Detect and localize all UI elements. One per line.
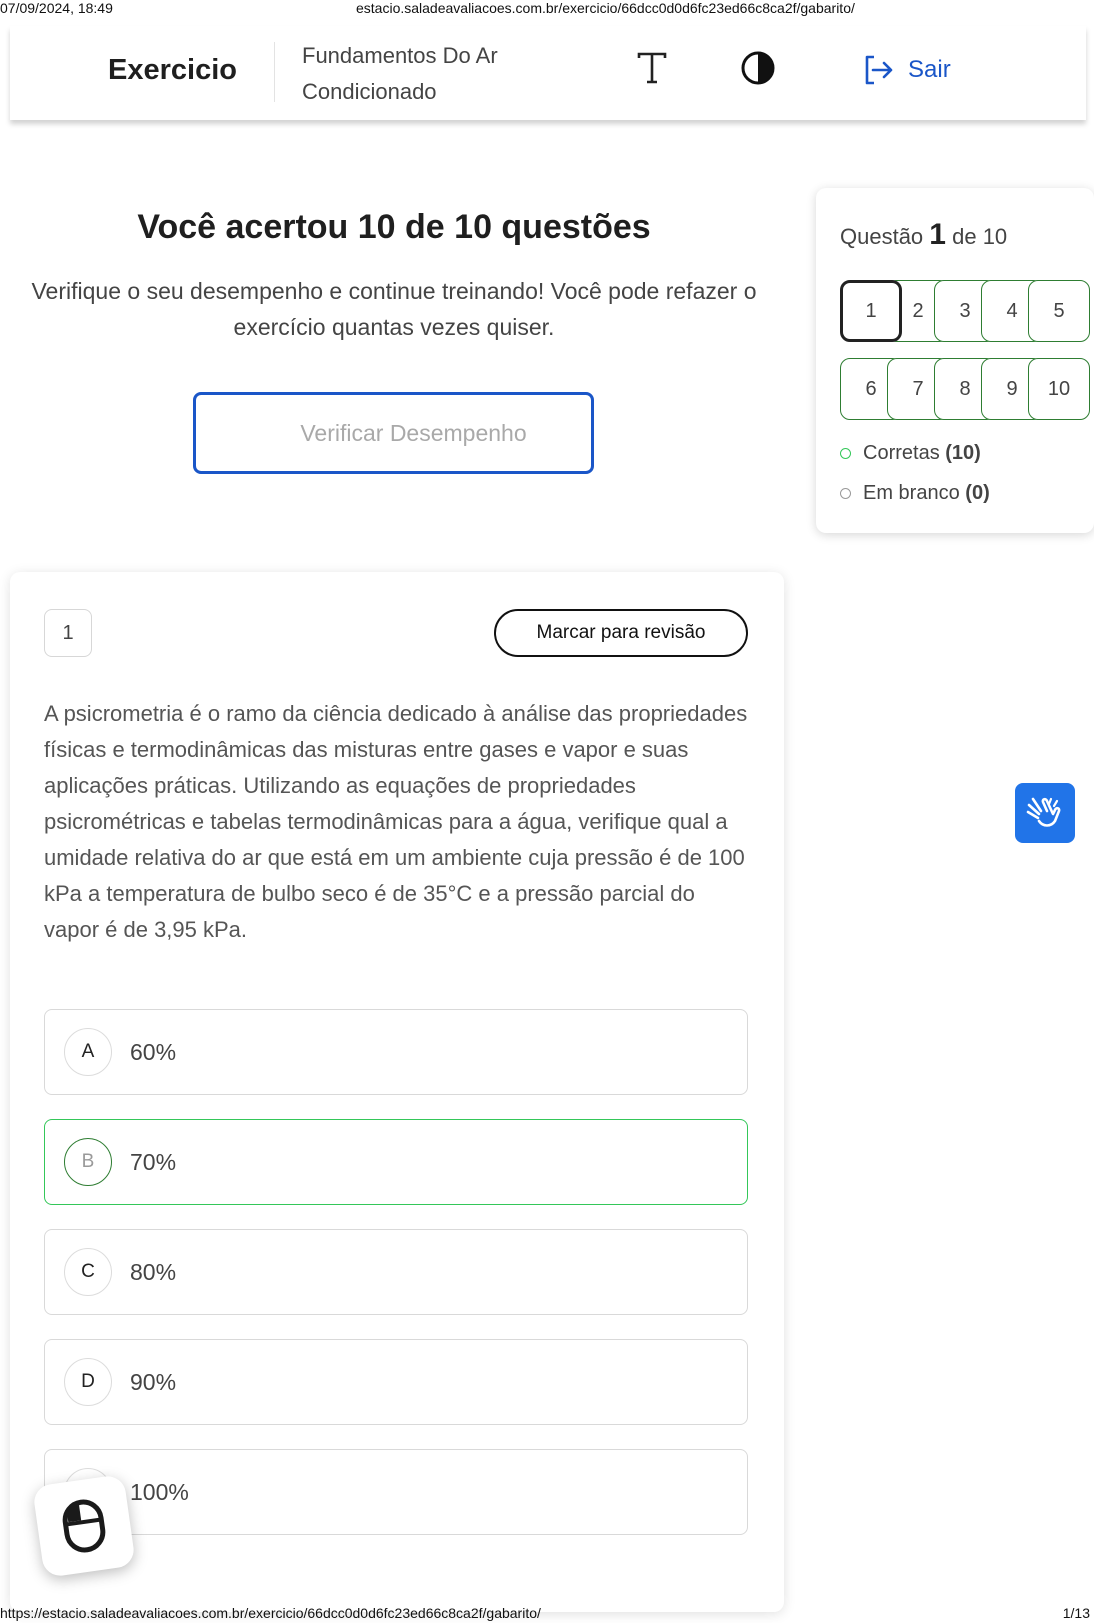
question-button[interactable]: 5: [1028, 280, 1090, 342]
option-text: 80%: [130, 1258, 177, 1285]
mouse-accessibility-widget[interactable]: [32, 1474, 136, 1578]
print-page-number: 1/13: [1062, 1605, 1090, 1621]
option-text: 60%: [130, 1038, 177, 1065]
navigator-title: [840, 218, 1007, 252]
option-letter: C: [64, 1248, 112, 1296]
result-summary: [30, 208, 758, 345]
question-button[interactable]: 9: [981, 358, 1043, 420]
question-button[interactable]: 1: [840, 280, 902, 342]
question-card: [10, 572, 784, 1612]
contrast-icon: [740, 50, 776, 86]
print-header: [0, 0, 1094, 16]
answer-option-a[interactable]: [44, 1009, 748, 1095]
result-title: Você acertou 10 de 10 questões: [137, 208, 651, 246]
check-performance-button[interactable]: Verificar Desempenho: [193, 392, 594, 474]
question-button[interactable]: 2: [887, 280, 949, 342]
print-datetime: 07/09/2024, 18:49: [0, 0, 113, 16]
font-size-icon: [637, 52, 667, 84]
print-footer-url: https://estacio.saladeavaliacoes.com.br/exercicio/66dcc0d0d6fc23ed66c8ca2f/gabarito/: [0, 1605, 541, 1621]
option-text: 90%: [130, 1368, 177, 1395]
course-title: Fundamentos Do Ar Condicionado: [302, 43, 498, 104]
legend-blank-label: Em branco: [863, 482, 960, 504]
question-navigator: [816, 188, 1094, 533]
font-size-button[interactable]: [632, 48, 672, 88]
sign-language-hands-icon: [1025, 793, 1065, 833]
question-button[interactable]: 6: [840, 358, 902, 420]
correct-dot-icon: [840, 448, 851, 459]
mark-for-review-button[interactable]: Marcar para revisão: [494, 609, 748, 657]
answer-option-e[interactable]: [44, 1449, 748, 1535]
result-subtitle: Verifique o seu desempenho e continue treinando! Você pode refazer o exercício quantas vezes quiser.: [31, 278, 757, 340]
question-button[interactable]: 7: [887, 358, 949, 420]
logout-button[interactable]: [862, 54, 951, 86]
question-number-badge: 1: [44, 609, 92, 657]
question-button[interactable]: 10: [1028, 358, 1090, 420]
option-letter: D: [64, 1358, 112, 1406]
header-divider: [274, 42, 275, 102]
brand-title: Exercicio: [108, 54, 237, 86]
top-navbar: [10, 26, 1086, 120]
option-letter: B: [64, 1138, 112, 1186]
option-text: 70%: [130, 1148, 177, 1175]
question-text: A psicrometria é o ramo da ciência dedicado à análise das propriedades físicas e termodinâmicas das misturas entre gases e vapor e suas aplicações práticas. Utilizando as equações de propriedades psicrométricas e tabelas termodinâmicas para a água, verifique qual a umidade relativa do ar que está em um ambiente cuja pressão é de 100 kPa a temperatura de bulbo seco é de 35°C e a pressão parcial do vapor é de 3,95 kPa.: [44, 701, 748, 942]
blank-dot-icon: [840, 488, 851, 499]
legend-blank-count: (0): [965, 482, 990, 504]
legend-correct-label: Corretas: [863, 442, 940, 464]
logout-label: Sair: [908, 56, 951, 83]
legend-correct-count: (10): [945, 442, 981, 464]
answer-option-d[interactable]: [44, 1339, 748, 1425]
question-button[interactable]: 4: [981, 280, 1043, 342]
print-url: estacio.saladeavaliacoes.com.br/exercicio/66dcc0d0d6fc23ed66c8ca2f/gabarito/: [356, 0, 855, 16]
legend-correct: [840, 442, 981, 465]
navigator-current: 1: [929, 218, 946, 251]
legend-blank: [840, 482, 990, 505]
question-grid-row-2: [840, 358, 1075, 420]
contrast-button[interactable]: [738, 48, 778, 88]
sign-language-button[interactable]: [1015, 783, 1075, 843]
navigator-label-suffix: de 10: [952, 224, 1008, 249]
answer-option-b-correct[interactable]: [44, 1119, 748, 1205]
option-text: 100%: [130, 1478, 189, 1505]
option-letter: A: [64, 1028, 112, 1076]
navigator-label-prefix: Questão: [840, 224, 924, 249]
question-grid-row-1: [840, 280, 1075, 342]
print-footer: [0, 1603, 1094, 1623]
question-button[interactable]: 8: [934, 358, 996, 420]
logout-icon: [862, 54, 894, 86]
question-button[interactable]: 3: [934, 280, 996, 342]
mouse-icon: [57, 1495, 110, 1557]
answer-option-c[interactable]: [44, 1229, 748, 1315]
